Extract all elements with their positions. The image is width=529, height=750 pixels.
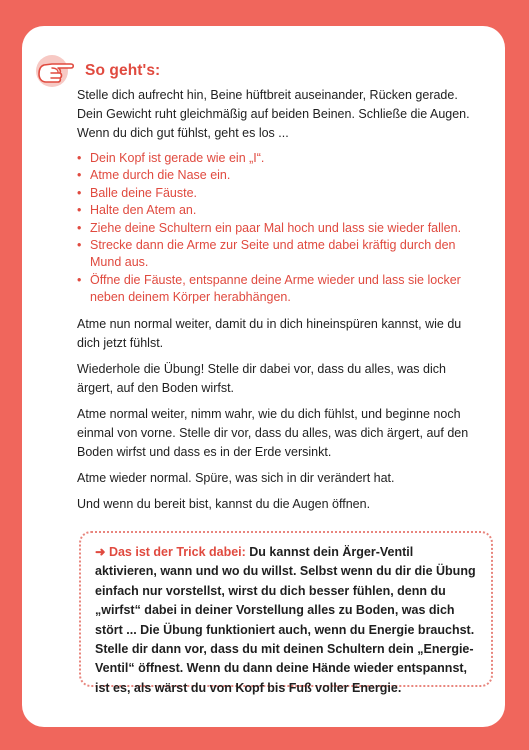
pointing-hand-icon xyxy=(32,54,80,88)
section-title: So geht's: xyxy=(85,62,161,79)
step-item: • Balle deine Fäuste. xyxy=(77,185,483,202)
body-paragraph: Atme wieder normal. Spüre, was sich in dir verändert hat. xyxy=(77,470,395,485)
body-paragraph: Wiederhole die Übung! Stelle dir dabei vor, dass du alles, was dich ärgert, auf den Boden wirfst. xyxy=(77,361,446,395)
step-item: • Ziehe deine Schultern ein paar Mal hoch und lass sie wieder fallen. xyxy=(77,220,483,237)
tip-box xyxy=(79,531,493,695)
body-paragraph: Atme nun normal weiter, damit du in dich hineinspüren kannst, wie du dich jetzt fühlst. xyxy=(77,316,462,350)
step-item: • Halte den Atem an. xyxy=(77,202,483,219)
step-item: • Strecke dann die Arme zur Seite und atme dabei kräftig durch den Mund aus. xyxy=(77,237,483,272)
content-card xyxy=(22,26,505,727)
section-header xyxy=(32,54,160,88)
step-item: • Dein Kopf ist gerade wie ein „I“. xyxy=(77,150,483,167)
step-item: • Öffne die Fäuste, entspanne deine Arme wieder und lass sie locker neben deinem Körper herabhängen. xyxy=(77,272,483,307)
instructions xyxy=(77,86,483,521)
tip-lead: ➜ Das ist der Trick dabei: xyxy=(95,545,250,559)
tip-text: Du kannst dein Ärger-Ventil aktivieren, wann und wo du willst. Selbst wenn du dir die Übung einfach nur vorstellst, wirst du dich besser fühlen, denn du „wirfst“ dabei in deiner Vorstellung alles zu Boden, was dich stört ... Die Übung funktioniert auch, wenn du Energie brauchst. Stelle dir dann vor, dass du mit deinen Schultern dein „Energie-Ventil“ öffnest. Wenn du dann deine Hände wieder entspannst, ist es, als wärst du von Kopf bis Fuß voller Energie. xyxy=(95,545,476,695)
steps-list xyxy=(77,150,483,307)
intro-paragraph: Stelle dich aufrecht hin, Beine hüftbreit auseinander, Rücken gerade. Dein Gewicht ruht gleichmäßig auf beiden Beinen. Schließe die Augen. Wenn du dich gut fühlst, geht es los ... xyxy=(77,88,470,140)
body-paragraph: Atme normal weiter, nimm wahr, wie du dich fühlst, und beginne noch einmal von vorne. Stelle dir vor, dass du alles, was dich ärgert, auf den Boden wirfst und dass es in der Erde versinkt. xyxy=(77,406,469,459)
step-item: • Atme durch die Nase ein. xyxy=(77,167,483,184)
body-paragraph: Und wenn du bereit bist, kannst du die Augen öffnen. xyxy=(77,496,371,511)
